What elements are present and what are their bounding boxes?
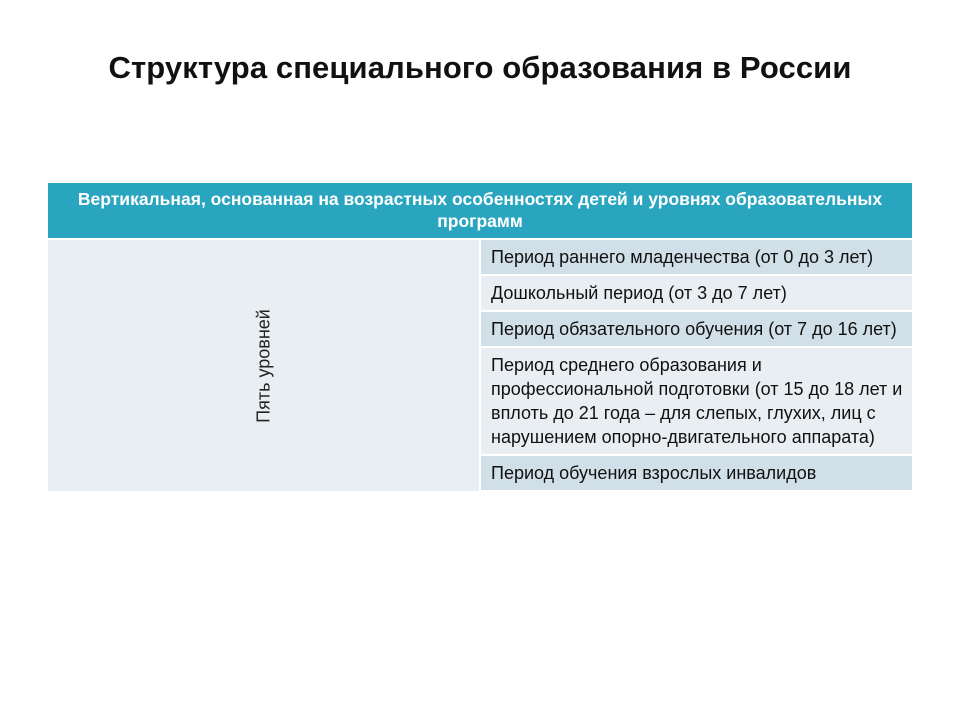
table-header-row (48, 183, 912, 239)
table-row-cell: Период обязательного обучения (от 7 до 16 лет) (480, 311, 912, 347)
table-row-cell: Период среднего образования и профессиональной подготовки (от 15 до 18 лет и вплоть до 21 года – для слепых, глухих, лиц с нарушением опорно-двигательного аппарата) (480, 347, 912, 455)
side-label-cell (48, 239, 480, 491)
side-label: Пять уровней (253, 308, 273, 423)
table-row-cell: Дошкольный период (от 3 до 7 лет) (480, 275, 912, 311)
table-row-cell: Период обучения взрослых инвалидов (480, 455, 912, 491)
levels-table (48, 183, 912, 492)
table-row-cell: Период раннего младенчества (от 0 до 3 лет) (480, 239, 912, 275)
slide-title: Структура специального образования в России (108, 50, 852, 85)
table-row (48, 239, 912, 275)
table-header: Вертикальная, основанная на возрастных особенностях детей и уровнях образовательных программ (48, 183, 912, 239)
